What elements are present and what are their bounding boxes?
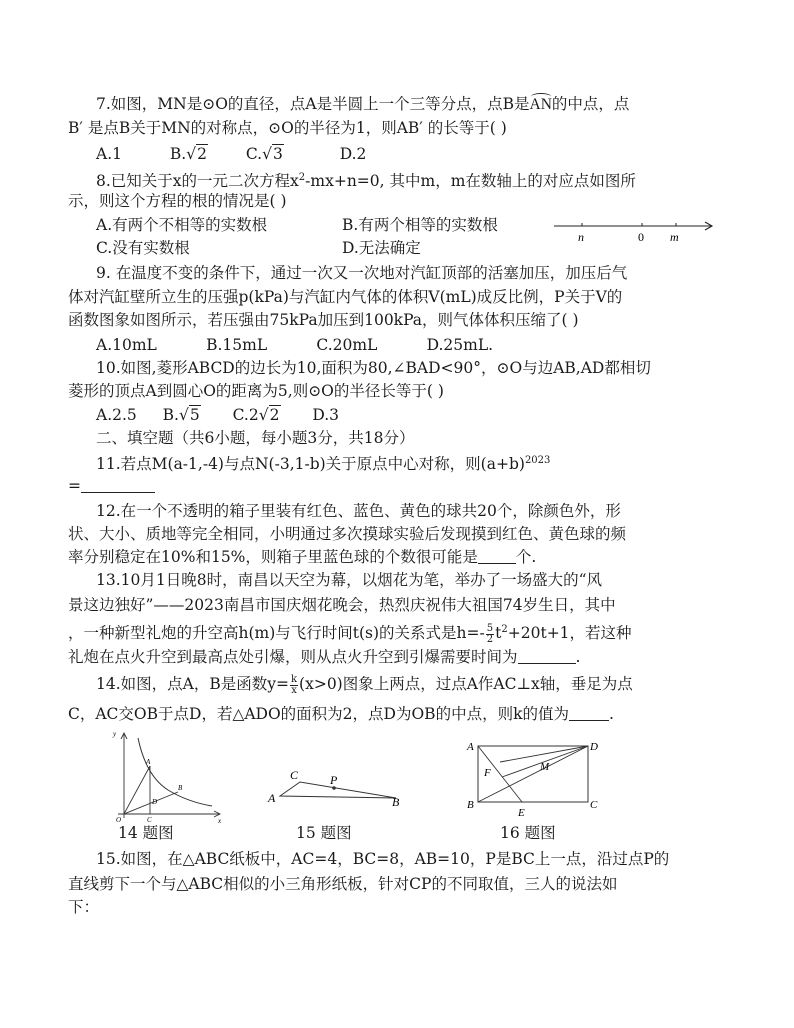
svg-text:B: B: [178, 784, 183, 792]
diagonal-BD: [478, 746, 588, 802]
q8-line-1: 8.已知关于x的一元二次方程$x^2-mx+n=0$, 其中m，m在数轴上的对应点如图所: [96, 172, 636, 191]
q7-text-a: 7.如图，MN是⊙O的直径，点A是半圆上一个三等分点，点B是: [96, 95, 530, 113]
q13-line-3: ，一种新型礼炮的升空高h(m)与飞行时间t(s)的关系式是h=- $\frac{5}{2}$ $t^2+20t+1$，若这种: [68, 622, 632, 645]
q8-option-c: C.没有实数根: [96, 239, 190, 257]
q12-answer-blank[interactable]: [478, 549, 516, 564]
q13-line-1: 13.10月1日晚8时，南昌以天空为幕，以烟花为笔，举办了一场盛大的“风: [96, 571, 603, 589]
segment-to-D: [500, 746, 588, 762]
q13-answer-blank[interactable]: [518, 649, 576, 664]
q10-options: [96, 405, 339, 425]
q10-option-a: A.2.5: [96, 406, 137, 424]
q13-line-4: 礼炮在点火升空到最高点处引爆，则从点火升空到引爆需要时间为 .: [68, 648, 581, 666]
figure-14: [108, 728, 228, 824]
svg-text:B: B: [392, 795, 400, 809]
q7-option-a: A.1: [96, 145, 122, 163]
label-n: n: [578, 230, 584, 244]
q10-option-c: C.2√2: [232, 406, 280, 424]
q10-line-1: 10.如图,菱形ABCD的边长为10,面积为80,∠BAD<90°，⊙O与边AB,AD都相切: [96, 359, 651, 377]
q7-options: [96, 144, 366, 164]
svg-text:A: A: [467, 741, 474, 753]
figure-15-caption: 15 题图: [296, 824, 352, 842]
svg-text:E: E: [518, 807, 525, 819]
svg-text:D: D: [590, 741, 598, 753]
svg-text:B: B: [467, 799, 474, 811]
q9-options: A.10mL B.15mL C.20mL D.25mL.: [96, 336, 494, 354]
q10-option-d: D.3: [312, 406, 340, 424]
svg-text:O: O: [116, 816, 122, 824]
q8-line-2: 示，则这个方程的根的情况是( ): [68, 192, 287, 210]
q10-option-b: B.√5: [162, 406, 200, 424]
q7-line-1: [96, 94, 629, 115]
q7-option-b: B.√2: [169, 145, 207, 163]
svg-text:C: C: [290, 768, 299, 782]
svg-text:A: A: [268, 791, 276, 805]
svg-text:C: C: [147, 816, 152, 824]
q9-line-3: 函数图象如图所示，若压强由75kPa加压到100kPa，则气体体积压缩了( ): [68, 311, 579, 329]
label-m: m: [670, 230, 679, 244]
q14-line-2: C，AC交OB于点D，若△ADO的面积为2，点D为OB的中点，则k的值为 .: [68, 705, 614, 723]
q9-line-1: 9. 在温度不变的条件下，通过一次又一次地对汽缸顶部的活塞加压，加压后气: [96, 264, 628, 282]
label-0: 0: [638, 230, 644, 244]
q14-answer-blank[interactable]: [569, 706, 609, 721]
figure-14-caption: 14 题图: [118, 824, 174, 842]
q12-line-2: 状、大小、质地等完全相同，小明通过多次摸球实验后发现摸到红色、黄色球的频: [68, 525, 627, 543]
q10-line-2: 菱形的顶点A到圆心O的距离为5,则⊙O的半径长等于( ): [68, 382, 444, 400]
hyperbola-curve: [138, 738, 212, 806]
q7-text-b: 的中点，点: [551, 95, 630, 113]
svg-text:P: P: [330, 773, 338, 787]
q15-line-3: 下：: [68, 898, 100, 916]
q7-arc-label: AN: [529, 96, 552, 113]
svg-text:y: y: [113, 730, 117, 738]
number-line-figure: [552, 216, 722, 246]
q8-option-a: A.有两个不相等的实数根: [96, 216, 268, 234]
segment-OB: [124, 792, 178, 814]
q11-answer-blank[interactable]: [81, 478, 155, 493]
figure-16: [462, 736, 612, 822]
segment-OA: [124, 766, 150, 814]
section-heading: 二、填空题（共6小题，每小题3分，共18分）: [96, 429, 415, 447]
svg-text:F: F: [484, 767, 491, 779]
svg-text:x: x: [218, 817, 222, 824]
svg-text:C: C: [590, 799, 598, 811]
q15-line-2: 直线剪下一个与△ABC相似的小三角形纸板，针对CP的不同取值，三人的说法如: [68, 875, 618, 893]
q7-line-2: B′ 是点B关于MN的对称点，⊙O的半径为1，则AB′ 的长等于( ): [68, 119, 507, 137]
figure-16-caption: 16 题图: [500, 824, 556, 842]
q13-line-2: 景这边独好”——2023南昌市国庆烟花晚会，热烈庆祝伟大祖国74岁生日，其中: [68, 596, 616, 614]
q9-line-2: 体对汽缸壁所立生的压强p(kPa)与汽缸内气体的体积V(mL)成反比例，P关于V的: [68, 288, 623, 306]
q8-option-d: D.无法确定: [342, 239, 421, 257]
q11-line-2: =: [68, 476, 155, 496]
q14-line-1: 14.如图，点A，B是函数y= $\frac{k}{x}$ (x>0)图象上两点，过点A作AC⊥x轴，垂足为点: [96, 673, 633, 696]
svg-text:A: A: [146, 758, 151, 766]
triangle-ABC: [280, 782, 396, 798]
figure-15: [262, 764, 412, 810]
svg-text:D: D: [152, 798, 158, 806]
svg-text:M: M: [540, 761, 550, 773]
q7-option-c: C.√3: [245, 145, 283, 163]
q7-option-d: D.2: [339, 145, 367, 163]
q11-line-1: 11.若点M(a-1,-4)与点N(-3,1-b)关于原点中心对称，则$(a+b)^{2023}$: [96, 455, 551, 474]
q8-option-b: B.有两个相等的实数根: [342, 216, 498, 234]
q12-line-1: 12.在一个不透明的箱子里装有红色、蓝色、黄色的球共20个，除颜色外，形: [96, 502, 621, 520]
q12-line-3: 率分别稳定在10%和15%，则箱子里蓝色球的个数很可能是 个.: [68, 548, 537, 566]
q15-line-1: 15.如图，在△ABC纸板中，AC=4，BC=8，AB=10，P是BC上一点，沿过点P的: [96, 850, 670, 868]
